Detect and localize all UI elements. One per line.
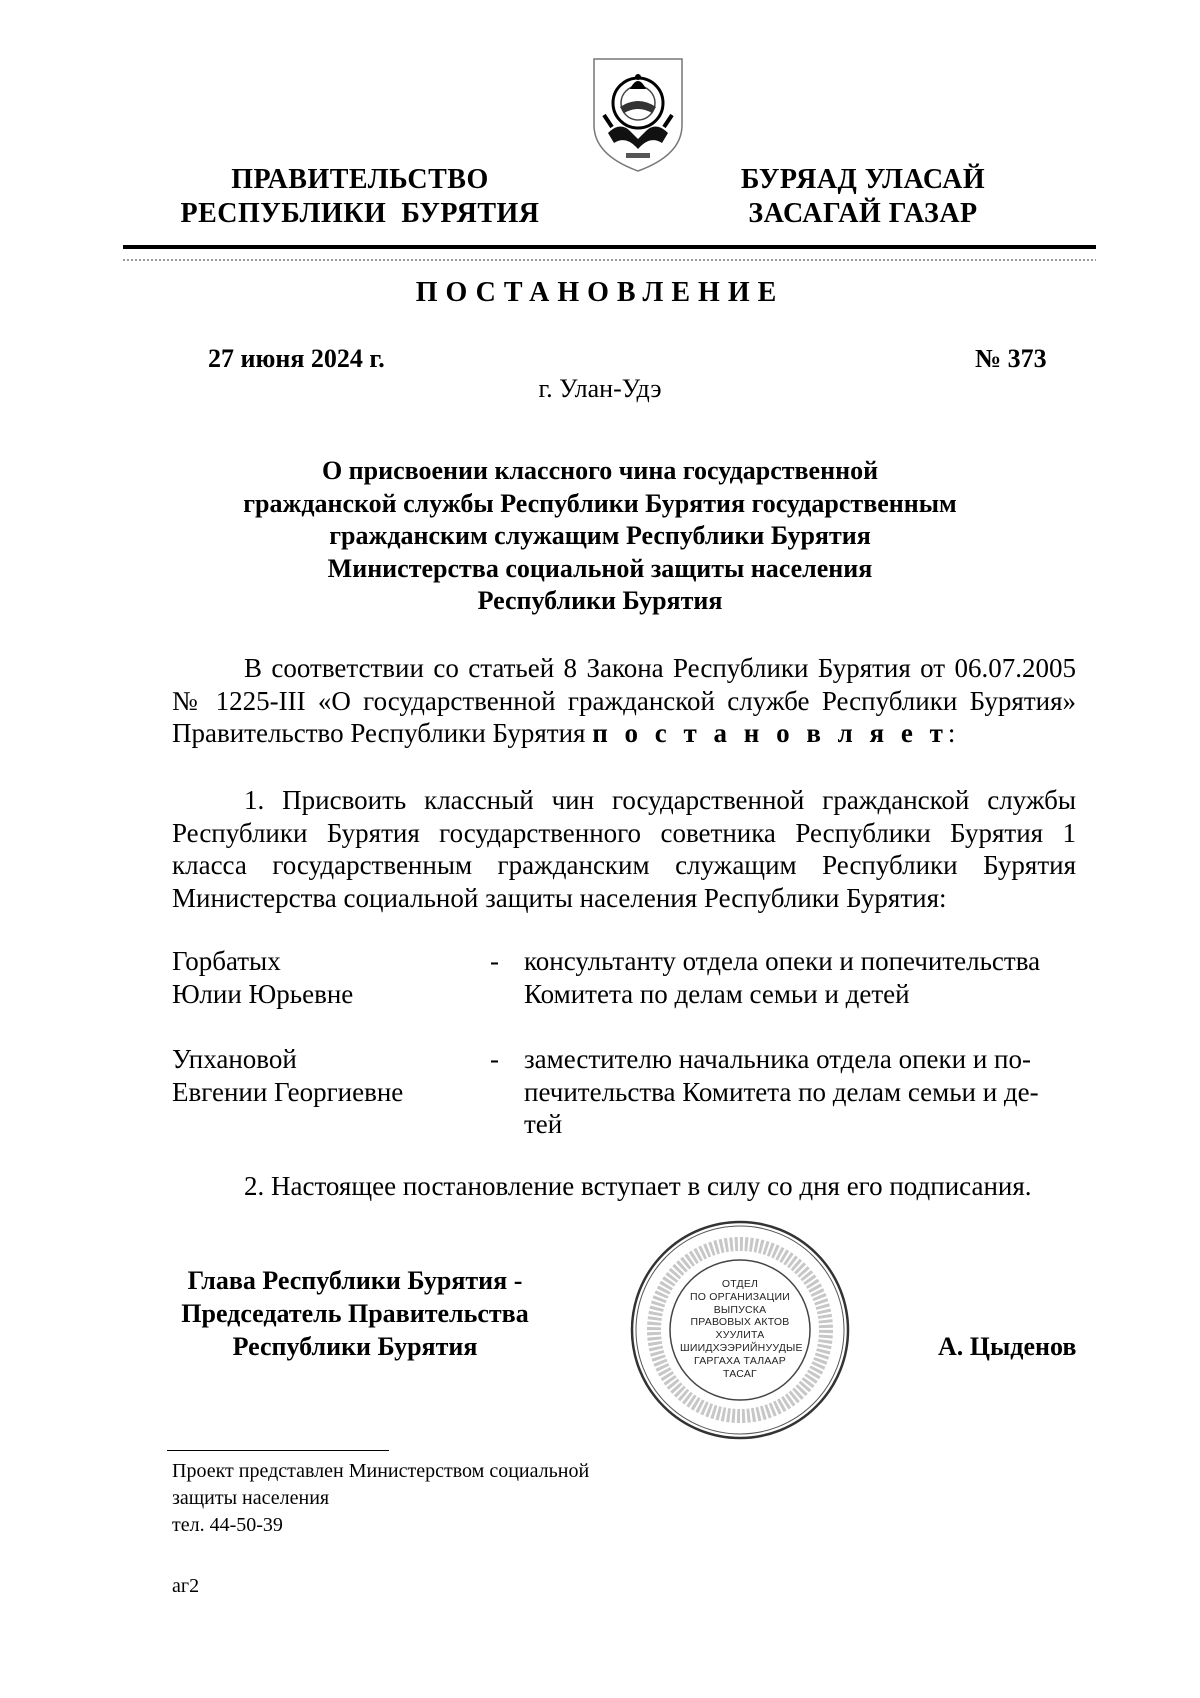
signatory-title-line: Республики Бурятия	[232, 1332, 478, 1361]
item-1-paragraph	[172, 784, 1076, 914]
header-rule-thick	[123, 245, 1096, 249]
subject-line: гражданским служащим Республики Бурятия	[329, 521, 871, 550]
footer-line: Проект представлен Министерством социальной	[172, 1460, 590, 1482]
person-name: Евгении Георгиевне	[172, 1076, 404, 1107]
preamble-text: В соответствии со статьей 8 Закона Республики Бурятия от 06.07.2005 № 1225-III «О государственной гражданской службе Республики Бурятия» Правительство Республики Бурятия	[172, 653, 1076, 748]
footer-phone: тел. 44-50-39	[172, 1514, 283, 1536]
person-position-line: Комитета по делам семьи и детей	[524, 978, 910, 1009]
coat-of-arms-icon	[590, 55, 686, 173]
document-city: г. Улан-Удэ	[538, 374, 662, 403]
person-dash: -	[490, 946, 499, 976]
header-right-line1: БУРЯАД УЛАСАЙ	[740, 164, 986, 195]
document-date: 27 июня 2024 г.	[208, 344, 385, 373]
stamp-text-line: ПРАВОВЫХ АКТОВ	[690, 1316, 790, 1329]
person-position-line: заместителю начальника отдела опеки и по-	[524, 1044, 1031, 1074]
stamp-text-line: ГАРГАХА ТАЛААР	[694, 1354, 786, 1367]
person-name: Юлии Юрьевне	[172, 978, 354, 1009]
stamp-text-line: ШИИДХЭЭРИЙНУУДЫЕ	[680, 1341, 803, 1354]
document-title: ПОСТАНОВЛЕНИЕ	[415, 277, 785, 308]
footer-note	[172, 1458, 589, 1539]
person-position-line: печительства Комитета по делам семьи и де-	[524, 1076, 1039, 1107]
signatory-title-line: Председатель Правительства	[181, 1299, 529, 1328]
preamble-decree: п о с т а н о в л я е т	[592, 718, 948, 748]
stamp-text-line: ПО ОРГАНИЗАЦИИ	[690, 1290, 790, 1303]
document-subject	[200, 455, 1000, 618]
person-position-line: тей	[524, 1109, 563, 1139]
preamble-paragraph	[172, 652, 1076, 750]
item-2-text: 2. Настоящее постановление вступает в силу со дня его подписания.	[244, 1171, 1032, 1201]
subject-line: Министерства социальной защиты населения	[327, 553, 873, 583]
footer-rule	[167, 1450, 389, 1451]
header-left-line2: РЕСПУБЛИКИ БУРЯТИЯ	[180, 198, 540, 229]
person-surname: Горбатых	[172, 946, 281, 976]
footer-code: аг2	[172, 1575, 200, 1597]
person-surname: Упхановой	[172, 1044, 297, 1074]
person-dash: -	[490, 1044, 499, 1074]
stamp-text-line: ОТДЕЛ	[721, 1278, 759, 1290]
coat-of-arms-emblem	[590, 55, 686, 173]
header-right-line2: ЗАСАГАЙ ГАЗАР	[748, 198, 978, 229]
stamp-text-line: ТАСАГ	[723, 1367, 757, 1380]
stamp-text-line: ВЫПУСКА	[713, 1303, 767, 1316]
item-1-text: 1. Присвоить классный чин государственной гражданской службы Республики Бурятия государственного советника Республики Бурятия 1 класса государственным гражданским служащим Республики Бурятия Министерства социальной защиты населения Республики Бурятия:	[172, 785, 1076, 913]
subject-line: Республики Бурятия	[477, 586, 723, 615]
signatory-title	[155, 1264, 555, 1363]
footer-line: защиты населения	[172, 1487, 330, 1509]
subject-line: гражданской службы Республики Бурятия государственным	[243, 488, 957, 518]
signatory-name: А. Цыденов	[938, 1332, 1077, 1361]
header-left-line1: ПРАВИТЕЛЬСТВО	[231, 164, 489, 195]
document-number: № 373	[975, 344, 1047, 373]
signatory-title-line: Глава Республики Бурятия -	[187, 1266, 523, 1295]
preamble-end: :	[947, 718, 956, 748]
header-rule-thin	[123, 259, 1096, 261]
subject-line: О присвоении классного чина государственной	[321, 456, 879, 485]
stamp-text-line: ХУУЛИТА	[715, 1329, 765, 1342]
person-position-line: консультанту отдела опеки и попечительства	[524, 946, 1041, 976]
official-stamp	[628, 1218, 852, 1442]
